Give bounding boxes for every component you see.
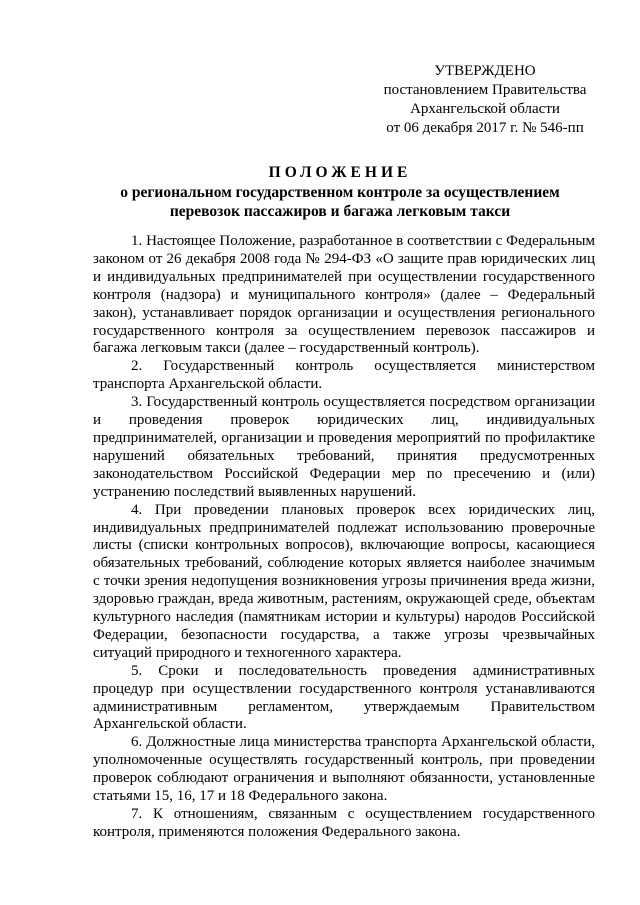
approval-block [360,62,610,138]
paragraph-5: 5. Сроки и последовательность проведения административных процедур при осуществлении государственного контроля устанавливаются административным регламентом, утверждаемым Правительством Архангельской области. [93,662,595,733]
paragraph-4: 4. При проведении плановых проверок всех юридических лиц, индивидуальных предпринимателей подлежат использованию проверочные листы (списки контрольных вопросов), включающие вопросы, касающиеся обязательных требований, соблюдение которых является наиболее значимым с точки зрения недопущения возникновения угрозы причинения вреда жизни, здоровью граждан, вреда животным, растениям, окружающей среде, объектам культурного наследия (памятникам истории и культуры) народов Российской Федерации, безопасности государства, а также угрозы чрезвычайных ситуаций природного и техногенного характера. [93,501,595,661]
paragraph-1: 1. Настоящее Положение, разработанное в соответствии с Федеральным законом от 26 декабря 2008 года № 294-ФЗ «О защите прав юридических лиц и индивидуальных предпринимателей при осуществлении государственного контроля (надзора) и муниципального контроля» (далее – Федеральный закон), устанавливает порядок организации и осуществления регионального государственного контроля за осуществлением перевозок пассажиров и багажа легковым такси (далее – государственный контроль). [93,233,595,357]
approval-line-1: постановлением Правительства [383,82,587,98]
paragraph-3: 3. Государственный контроль осуществляется посредством организации и проведения проверок юридических лиц, индивидуальных предпринимателей, организации и проведения мероприятий по профилактике нарушений обязательных требований, принятия предусмотренных законодательством Российской Федерации мер по пресечению и (или) устранению последствий выявленных нарушений. [93,394,595,500]
approval-line-2: Архангельской области [410,101,560,117]
approval-line-3: от 06 декабря 2017 г. № 546-пп [386,120,584,136]
document-title-line-1: о региональном государственном контроле за осуществлением [120,184,560,201]
approval-label: УТВЕРЖДЕНО [434,63,536,79]
document-title [94,163,586,221]
document-title-line-2: перевозок пассажиров и багажа легковым такси [169,203,511,220]
paragraph-2: 2. Государственный контроль осуществляется министерством транспорта Архангельской области. [93,358,595,393]
document-title-main: ПОЛОЖЕНИЕ [268,164,412,181]
paragraph-6: 6. Должностные лица министерства транспорта Архангельской области, уполномоченные осуществлять государственный контроль, при проведении проверок соблюдают ограничения и выполняют обязанности, установленные статьями 15, 16, 17 и 18 Федерального закона. [93,734,595,805]
paragraph-7: 7. К отношениям, связанным с осуществлением государственного контроля, применяются положения Федерального закона. [93,806,595,840]
document-body [93,233,595,842]
